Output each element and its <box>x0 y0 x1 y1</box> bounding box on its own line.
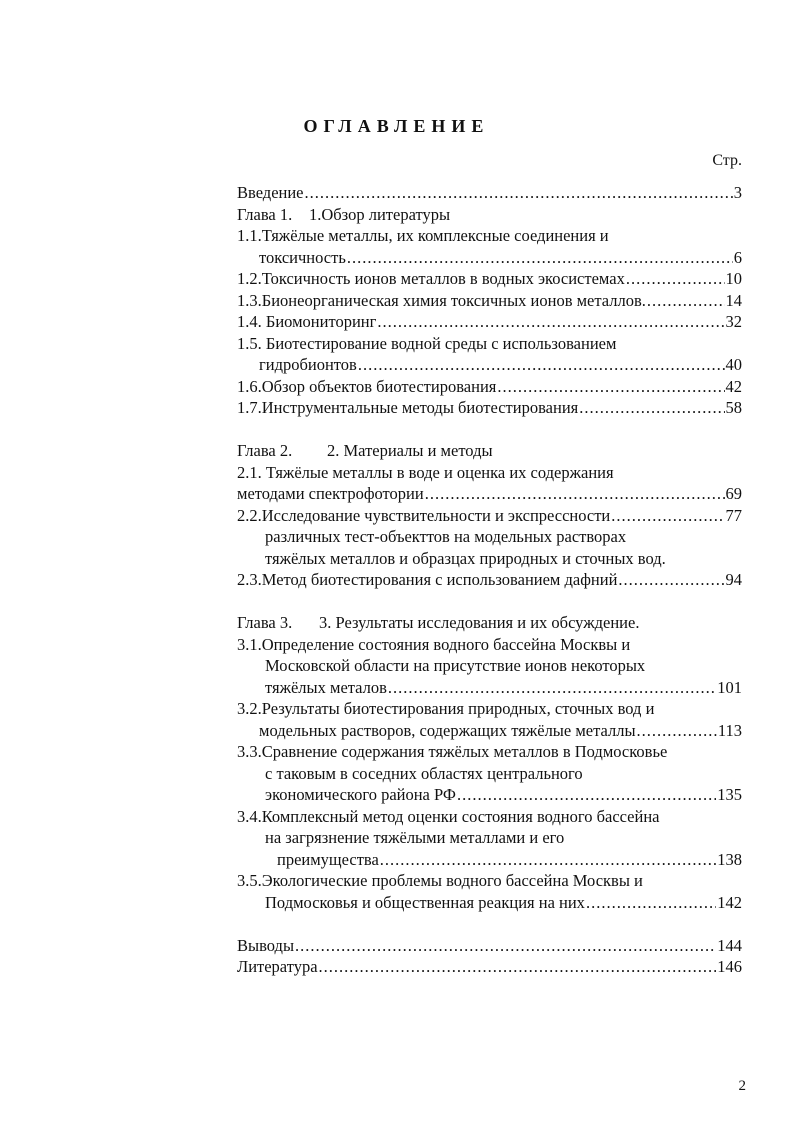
toc-page-number: 69 <box>725 484 742 503</box>
toc-entry-conclusions <box>237 935 742 957</box>
toc-page-number: 40 <box>725 355 742 374</box>
toc-entry-text: 1.7.Инструментальные методы биотестирования <box>237 398 579 417</box>
toc-entry-text: 2.3.Метод биотестирования с использованием дафний <box>237 570 618 589</box>
chapter-2-heading <box>237 440 742 462</box>
dot-leader <box>497 376 724 398</box>
toc-entry-text: Подмосковья и общественная реакция на них <box>265 892 585 912</box>
toc-entry-3-4-cont2 <box>237 849 742 871</box>
toc-entry-text: на загрязнение тяжёлыми металлами и его <box>265 828 565 847</box>
toc-entry-text: 3.3.Сравнение содержания тяжёлых металлов в Подмосковье <box>237 742 668 761</box>
toc-page-number: 113 <box>717 720 742 740</box>
page-number: 2 <box>738 1078 746 1094</box>
toc-entry-3-3-cont2 <box>237 784 742 806</box>
toc-entry-3-3 <box>237 741 742 763</box>
dot-leader <box>618 569 724 591</box>
dot-leader <box>377 311 724 333</box>
toc-entry-3-2 <box>237 698 742 720</box>
toc-entry-text: Московской области на присутствие ионов некоторых <box>265 656 646 675</box>
toc-entry-1-6 <box>237 376 742 398</box>
chapter-1-heading <box>237 204 742 226</box>
toc-page-number: 135 <box>717 785 742 804</box>
toc-page-number: 138 <box>717 849 742 869</box>
toc-entry-text: преимущества <box>277 849 379 869</box>
toc-entry-1-1 <box>237 225 742 247</box>
toc-entry-3-4-cont <box>237 827 742 849</box>
toc-page-number: 146 <box>717 957 742 976</box>
toc-entry-3-3-cont <box>237 763 742 785</box>
toc-entry-2-3 <box>237 569 742 591</box>
dot-leader <box>425 483 725 505</box>
toc-entry-text: методами спектрофотории <box>237 484 424 503</box>
spacer <box>237 419 742 441</box>
chapter-title: 1.Обзор литературы <box>309 204 451 224</box>
toc-entry-text: Выводы <box>237 935 295 955</box>
toc-entry-2-1-cont <box>237 483 742 505</box>
chapter-3-heading <box>237 612 742 634</box>
toc-entry-text: 1.1.Тяжёлые металлы, их комплексные соединения и <box>237 226 609 245</box>
spacer <box>237 913 742 935</box>
chapter-number: Глава 1. <box>237 204 293 224</box>
toc-page-number: 6 <box>733 247 742 267</box>
table-of-contents <box>237 182 742 978</box>
toc-entry-3-2-cont <box>237 720 742 742</box>
toc-page-number: 101 <box>717 677 742 697</box>
toc-entry-1-5-cont <box>237 354 742 376</box>
toc-entry-text: 3.2.Результаты биотестирования природных, сточных вод и <box>237 699 655 718</box>
toc-entry-literature <box>237 956 742 978</box>
toc-entry-1-5 <box>237 333 742 355</box>
toc-entry-text: 1.4. Биомониторинг <box>237 312 377 331</box>
dot-leader <box>647 290 725 312</box>
toc-entry-2-2-cont <box>237 526 742 548</box>
toc-page-number: 144 <box>717 935 742 955</box>
toc-entry-text: 1.3.Бионеорганическая химия токсичных ионов металлов. <box>237 290 646 310</box>
toc-entry-3-4 <box>237 806 742 828</box>
toc-entry-2-1 <box>237 462 742 484</box>
toc-page-number: 3 <box>733 183 742 202</box>
toc-entry-text: Введение <box>237 183 304 202</box>
page-column-label: Стр. <box>712 152 742 169</box>
chapter-number: Глава 3. <box>237 613 293 632</box>
dot-leader <box>637 720 717 742</box>
dot-leader <box>295 935 716 957</box>
toc-entry-1-2 <box>237 268 742 290</box>
dot-leader <box>380 849 716 871</box>
toc-entry-2-2 <box>237 505 742 527</box>
toc-page-number: 58 <box>725 398 742 417</box>
toc-entry-text: с таковым в соседних областях центрального <box>265 763 583 783</box>
toc-page-number: 14 <box>725 290 742 310</box>
toc-entry-text: различных тест-объекттов на модельных растворах <box>265 527 627 546</box>
dot-leader <box>586 892 716 914</box>
toc-entry-3-5-cont <box>237 892 742 914</box>
toc-entry-text: тяжёлых металов <box>265 677 387 697</box>
toc-entry-text: экономического района РФ <box>265 785 456 804</box>
chapter-number: Глава 2. <box>237 441 293 460</box>
toc-entry-3-5 <box>237 870 742 892</box>
dot-leader <box>319 956 717 978</box>
dot-leader <box>347 247 733 269</box>
toc-entry-text: модельных растворов, содержащих тяжёлые металлы <box>259 720 636 740</box>
toc-entry-text: тяжёлых металлов и образцах природных и сточных вод. <box>265 548 666 568</box>
dot-leader <box>358 354 725 376</box>
toc-entry-1-4 <box>237 311 742 333</box>
toc-entry-1-1-cont <box>237 247 742 269</box>
toc-page-number: 10 <box>725 269 742 288</box>
dot-leader <box>388 677 716 699</box>
toc-entry-text: 1.2.Токсичность ионов металлов в водных экосистемах <box>237 269 625 288</box>
toc-entry-text: 3.4.Комплексный метод оценки состояния водного бассейна <box>237 806 660 826</box>
toc-entry-1-3 <box>237 290 742 312</box>
toc-entry-intro <box>237 182 742 204</box>
toc-page-number: 32 <box>725 312 742 331</box>
toc-page-number: 142 <box>717 892 742 912</box>
page-title: ОГЛАВЛЕНИЕ <box>303 116 490 136</box>
chapter-title: 3. Результаты исследования и их обсуждение. <box>319 613 640 632</box>
chapter-title: 2. Материалы и методы <box>327 441 493 460</box>
toc-page-number: 94 <box>725 570 742 589</box>
dot-leader <box>626 268 725 290</box>
toc-entry-3-1-cont <box>237 655 742 677</box>
toc-entry-text: 2.2.Исследование чувствительности и экспрессности <box>237 505 611 525</box>
toc-page-number: 77 <box>725 505 742 525</box>
dot-leader <box>457 784 716 806</box>
dot-leader <box>611 505 724 527</box>
toc-entry-text: токсичность <box>259 247 346 267</box>
toc-entry-text: Литература <box>237 957 318 976</box>
toc-page-number: 42 <box>725 376 742 396</box>
spacer <box>237 591 742 613</box>
toc-entry-text: 1.5. Биотестирование водной среды с использованием <box>237 333 617 353</box>
toc-entry-text: 3.5.Экологические проблемы водного бассейна Москвы и <box>237 871 643 890</box>
dot-leader <box>579 397 724 419</box>
toc-entry-text: 3.1.Определение состояния водного бассейна Москвы и <box>237 634 631 654</box>
toc-entry-2-2-cont2 <box>237 548 742 570</box>
toc-entry-3-1-cont2 <box>237 677 742 699</box>
toc-entry-text: 1.6.Обзор объектов биотестирования <box>237 376 497 396</box>
dot-leader <box>305 182 733 204</box>
toc-entry-3-1 <box>237 634 742 656</box>
toc-entry-text: гидробионтов <box>259 355 357 374</box>
toc-entry-1-7 <box>237 397 742 419</box>
toc-entry-text: 2.1. Тяжёлые металлы в воде и оценка их содержания <box>237 462 614 482</box>
